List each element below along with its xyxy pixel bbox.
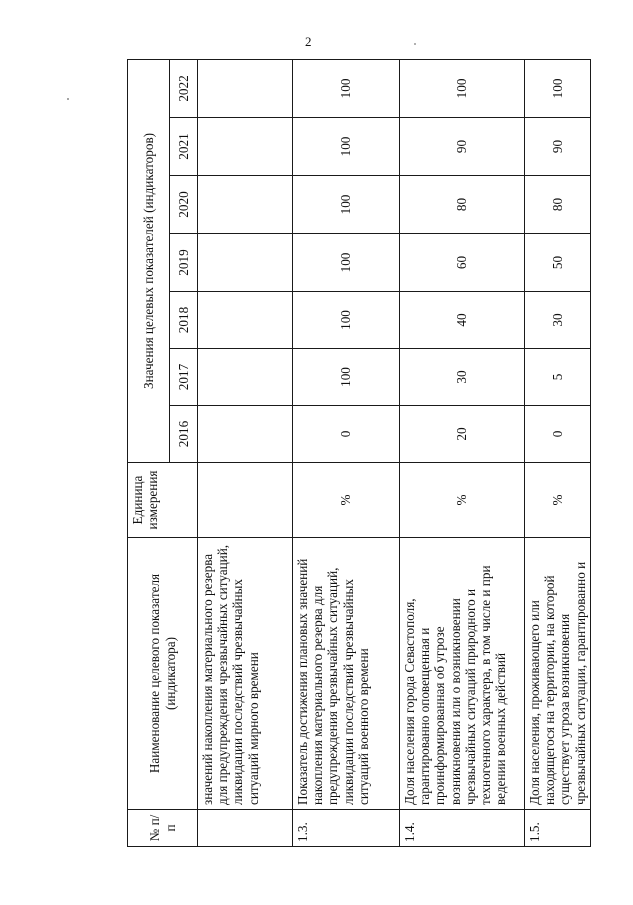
row-value: 100 [293, 292, 400, 349]
row-value: 0 [525, 406, 591, 463]
row-name: Доля населения города Севастополя, гарантированно оповещенная и проинформированная об угрозе возникновения или о возникновении чрезвычайных ситуаций природного и техногенного характера, в том числе и при ведении военных действий [400, 538, 525, 810]
row-name: Доля населения, проживающего или находящегося на территории, на которой существует угроза возникновения чрезвычайных ситуации, гарантированно и [525, 538, 591, 810]
row-value: 100 [293, 176, 400, 234]
row-value: 80 [525, 176, 591, 234]
row-unit: % [400, 463, 525, 538]
row-unit: % [525, 463, 591, 538]
row-value [198, 234, 293, 292]
row-value: 100 [525, 59, 591, 117]
row-value [198, 292, 293, 349]
row-value [198, 349, 293, 406]
table-row [293, 59, 400, 846]
row-value: 20 [400, 406, 525, 463]
row-value [198, 118, 293, 176]
row-value: 100 [293, 349, 400, 406]
table-row [400, 59, 525, 846]
header-year: 2022 [170, 59, 198, 117]
row-value: 90 [525, 118, 591, 176]
scan-speck [67, 98, 69, 100]
rotated-table-wrapper [127, 60, 588, 847]
row-value: 100 [400, 59, 525, 117]
row-number [198, 810, 293, 847]
header-name: Наименование целевого показателя (индикатора) [128, 538, 198, 810]
row-name: Показатель достижения плановых значений накопления материального резерва для предупреждения чрезвычайных ситуаций, ликвидации последствий чрезвычайных ситуаций военного времени [293, 538, 400, 810]
row-value: 100 [293, 59, 400, 117]
row-value: 30 [525, 292, 591, 349]
row-value [198, 176, 293, 234]
indicators-table [127, 59, 591, 847]
header-year: 2019 [170, 234, 198, 292]
row-value [198, 59, 293, 117]
row-value: 100 [293, 118, 400, 176]
header-year: 2018 [170, 292, 198, 349]
header-values: Значения целевых показателей (индикаторов) [128, 59, 170, 462]
row-value: 40 [400, 292, 525, 349]
header-year: 2020 [170, 176, 198, 234]
row-value: 80 [400, 176, 525, 234]
row-number: 1.4. [400, 810, 525, 847]
row-value: 5 [525, 349, 591, 406]
row-unit: % [293, 463, 400, 538]
header-unit: Единица измерения [128, 463, 198, 538]
table-row [525, 59, 591, 846]
row-value: 50 [525, 234, 591, 292]
row-unit [198, 463, 293, 538]
row-value [198, 406, 293, 463]
row-value: 90 [400, 118, 525, 176]
row-value: 30 [400, 349, 525, 406]
row-number: 1.5. [525, 810, 591, 847]
header-no: № п/п [128, 810, 198, 847]
row-value: 60 [400, 234, 525, 292]
header-year: 2021 [170, 118, 198, 176]
scan-speck [414, 43, 416, 45]
page-number: 2 [305, 34, 312, 49]
row-number: 1.3. [293, 810, 400, 847]
header-year: 2016 [170, 406, 198, 463]
row-value: 100 [293, 234, 400, 292]
header-year: 2017 [170, 349, 198, 406]
table-row [198, 59, 293, 846]
row-name: значений накопления материального резерва для предупреждения чрезвычайных ситуаций, ликвидации последствий чрезвычайных ситуаций мирного времени [198, 538, 293, 810]
row-value: 0 [293, 406, 400, 463]
